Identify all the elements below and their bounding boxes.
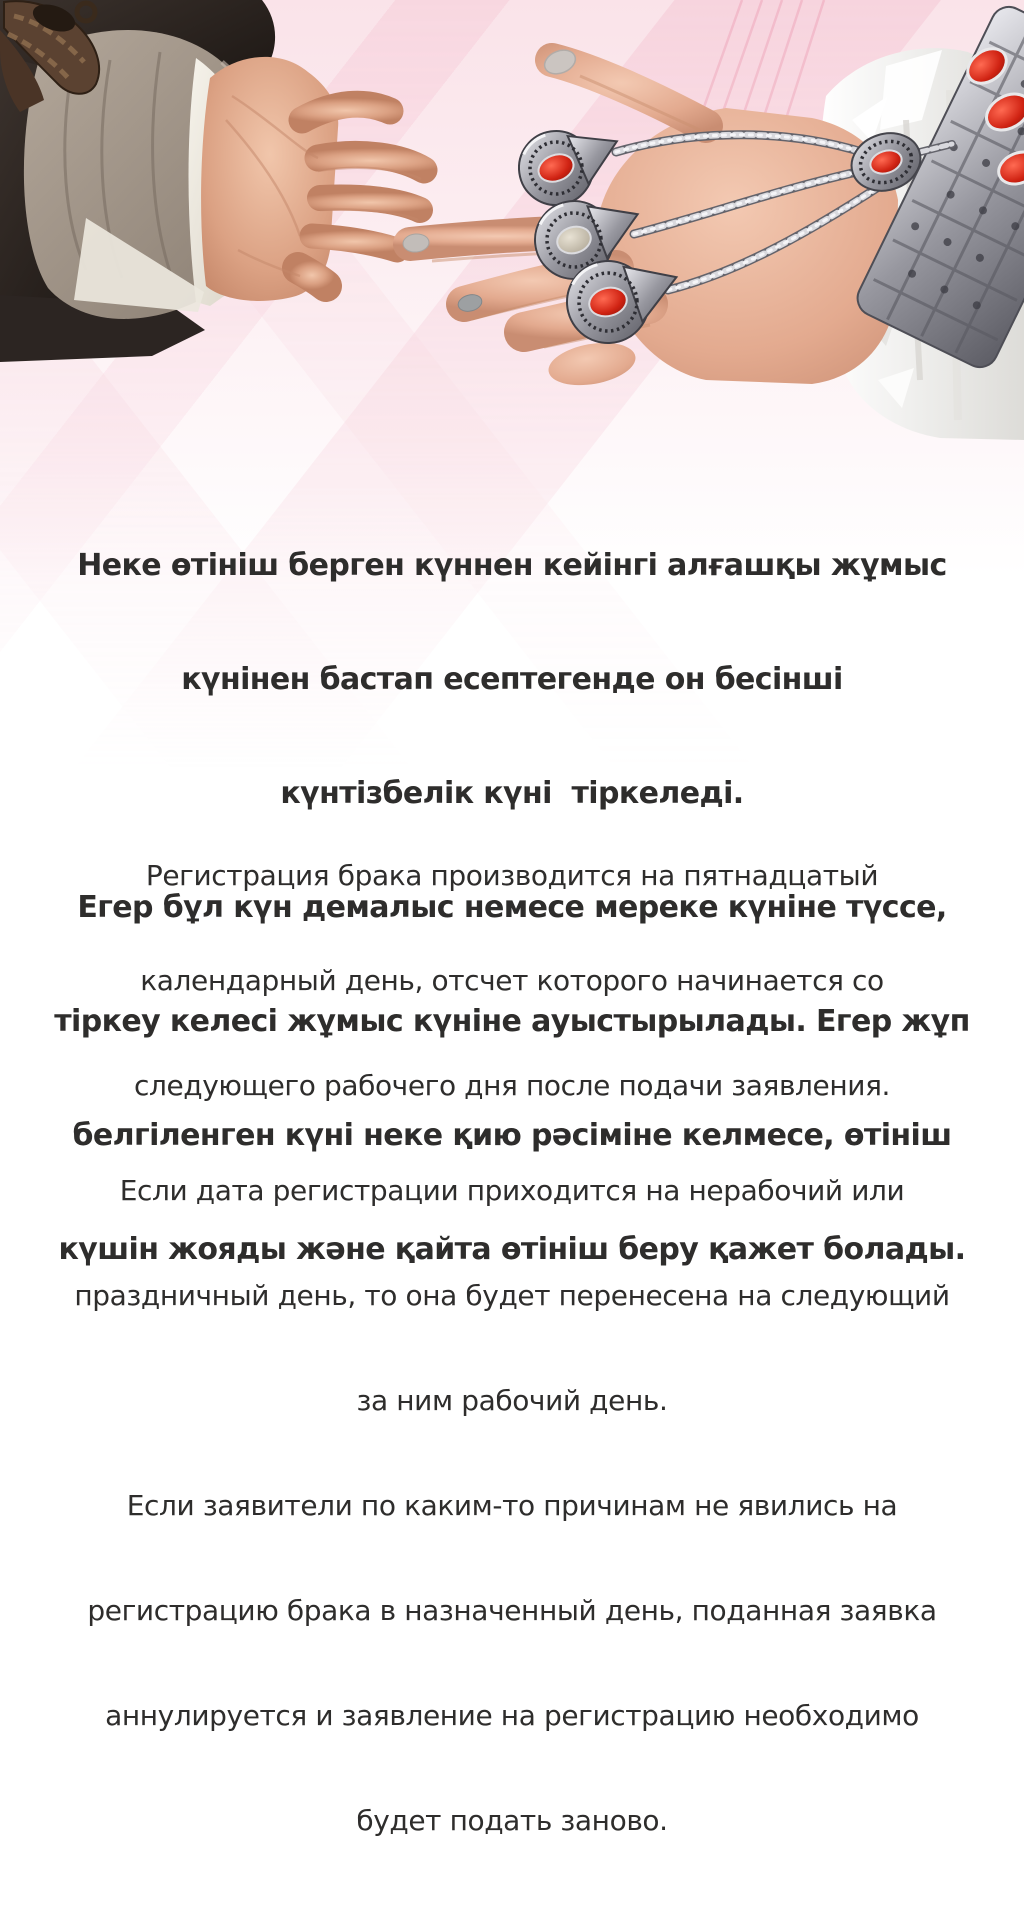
female-arm	[402, 1, 1024, 440]
kazakh-line: күнтізбелік күні тіркеледі.	[280, 776, 744, 811]
russian-line: Если заявители по каким-то причинам не явились на	[126, 1489, 898, 1522]
russian-line: будет подать заново.	[356, 1804, 668, 1837]
kazakh-line: күшін жояды және қайта өтініш беру қажет болады.	[58, 1232, 966, 1267]
kazakh-line: Неке өтініш берген күннен кейінгі алғашқы жұмыс	[77, 548, 947, 583]
russian-line: за ним рабочий день.	[356, 1384, 668, 1417]
russian-line: Если дата регистрации приходится на нерабочий или	[119, 1174, 905, 1207]
kazakh-line: Егер бұл күн демалыс немесе мереке күніне түссе,	[77, 890, 947, 925]
russian-line: следующего рабочего дня после подачи заявления.	[133, 1069, 891, 1102]
russian-line: Регистрация брака производится на пятнадцатый	[145, 859, 879, 892]
kazakh-line: күнінен бастап есептегенде он бесінші	[181, 662, 843, 697]
russian-line: аннулируется и заявление на регистрацию необходимо	[105, 1699, 919, 1732]
russian-paragraph	[0, 788, 1024, 1908]
russian-line: праздничный день, то она будет перенесена на следующий	[74, 1279, 950, 1312]
russian-line: регистрацию брака в назначенный день, поданная заявка	[87, 1594, 937, 1627]
male-arm	[0, 0, 424, 362]
kazakh-line: белгіленген күні неке қию рәсіміне келмесе, өтініш	[72, 1118, 952, 1153]
hands-photo	[0, 0, 1024, 470]
kazakh-line: тіркеу келесі жұмыс күніне ауыстырылады. Егер жұп	[54, 1004, 970, 1039]
russian-line: календарный день, отсчет которого начинается со	[140, 964, 884, 997]
